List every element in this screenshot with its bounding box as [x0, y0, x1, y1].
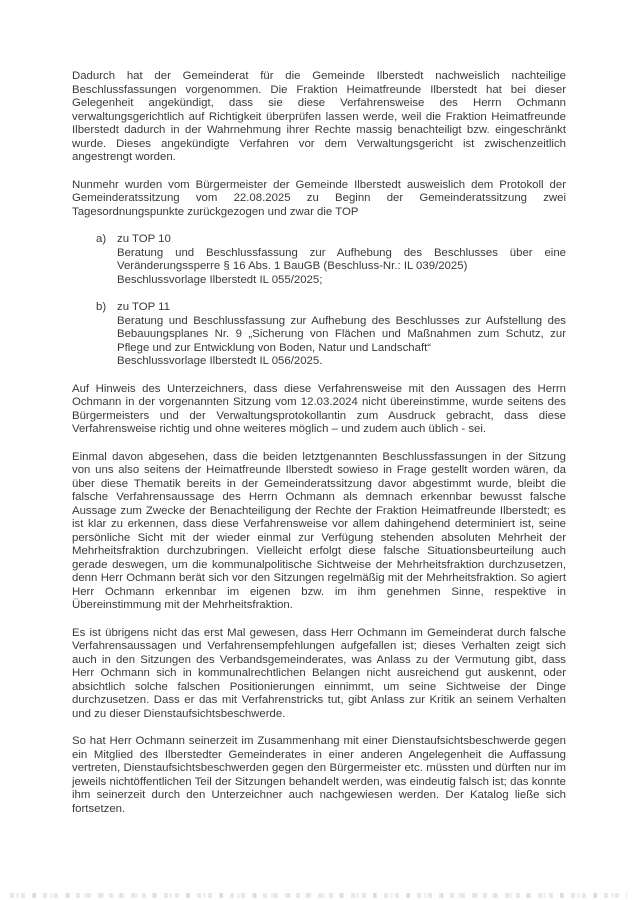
agenda-item-b-marker: b): [96, 301, 107, 313]
page-bottom-scan-artifact: [10, 893, 627, 898]
agenda-item-b-body: [117, 301, 566, 369]
agenda-item-b-title: zu TOP 11: [117, 301, 170, 313]
agenda-item-a-reference: Beschlussvorlage Ilberstedt IL 055/2025;: [117, 273, 323, 286]
agenda-item-a: [72, 233, 566, 287]
paragraph-closing-4: So hat Herr Ochmann seinerzeit im Zusammenhang mit einer Dienstaufsichtsbeschwerde gegen ein Mitglied des Ilberstedter Gemeinderates in einer anderen Angelegenheit die Auffassung vertreten, Dienstaufsichtsbeschwerden gegen den Bürgermeister etc. müssten und dürften nur im jeweils nichtöffentlichen Teil der Sitzungen behandelt werden, was eindeutig falsch ist; das konnte ihm seinerzeit durch den Unterzeichner auch nachgewiesen werden. Der Katalog ließe sich fortsetzen.: [72, 735, 566, 815]
paragraph-closing-3: Es ist übrigens nicht das erst Mal gewesen, dass Herr Ochmann im Gemeinderat durch falsche Verfahrensaussagen und Verfahrensempfehlungen aufgefallen ist; dieses Verhalten zeigt sich auch in den Sitzungen des Verbandsgemeinderates, was Anlass zu der Vermutung gibt, dass Herr Ochmann sich in kommunalrechtlichen Belangen nicht ausreichend gut auskennt, oder absichtlich solche falschen Positionierungen einnimmt, um seine Sichtweise der Dinge durchzusetzen. Dass er das mit Verfahrenstricks tut, gibt Anlass zur Kritik an seinem Verhalten und zu dieser Dienstaufsichtsbeschwerde.: [72, 626, 566, 720]
paragraph-closing-1: Auf Hinweis des Unterzeichners, dass diese Verfahrensweise mit den Aussagen des Herrn Ochmann in der vorgenannten Sitzung vom 12.03.2024 nicht übereinstimme, wurde seitens des Bürgermeisters und der Verwaltungsprotokollantin zum Ausdruck gebracht, dass diese Verfahrensweise richtig und ohne weiteres möglich – und zudem auch üblich - sei.: [72, 382, 566, 435]
paragraph-intro-1: Dadurch hat der Gemeinderat für die Gemeinde Ilberstedt nachweislich nachteilige Beschlussfassungen vorgenommen. Die Fraktion Heimatfreunde Ilberstedt hat bei dieser Gelegenheit angekündigt, dass sie diese Verfahrensweise des Herrn Ochmann verwaltungsgerichtlich auf Richtigkeit überprüfen lassen werde, weil die Fraktion Heimatfreunde Ilberstedt dadurch in der Wahrnehmung ihrer Rechte massig benachteiligt bzw. eingeschränkt wurde. Dieses angekündigte Verfahren vor dem Verwaltungsgericht ist zwischenzeitlich angestrengt worden.: [72, 70, 566, 163]
paragraph-closing-2: Einmal davon abgesehen, dass die beiden letztgenannten Beschlussfassungen in der Sitzung von uns also seitens der Heimatfreunde Ilberstedt sowieso in Frage gestellt worden wären, da über diese Thematik bereits in der Gemeinderatssitzung davor abgestimmt wurde, bleibt die falsche Verfahrensaussage des Herrn Ochmann als demnach erkennbar bewusst falsche Aussage zum Zwecke der Benachteiligung der Rechte der Fraktion Heimatfreunde Ilberstedt; es ist klar zu erkennen, dass diese Verfahrensweise vor allem dahingehend determiniert ist, seine persönliche Sicht mit der wieder einmal zur Verfügung stehenden absoluten Mehrheit der Mehrheitsfraktion durchzubringen. Vielleicht erfolgt diese falsche Situationsbeurteilung auch gerade deswegen, um die kommunalpolitische Sichtweise der Mehrheitsfraktion durchzusetzen, denn Herr Ochmann berät sich vor den Sitzungen regelmäßig mit der Mehrheitsfraktion. So agiert Herr Ochmann erkennbar im eigenen bzw. im ihm genehmen Sinne, respektive in Übereinstimmung mit der Mehrheitsfraktion.: [72, 450, 566, 611]
agenda-item-a-body: [117, 233, 566, 287]
document-content: [72, 70, 566, 830]
agenda-item-a-marker: a): [96, 233, 107, 245]
agenda-item-a-title: zu TOP 10: [117, 233, 171, 245]
paragraph-intro-2: Nunmehr wurden vom Bürgermeister der Gemeinde Ilberstedt ausweislich dem Protokoll der Gemeinderatssitzung vom 22.08.2025 zu Beginn der Gemeinderatssitzung zwei Tagesordnungspunkte zurückgezogen und zwar die TOP: [72, 178, 566, 218]
agenda-item-b-text: Beratung und Beschlussfassung zur Aufhebung des Beschlusses zur Aufstellung des Bebauungsplanes Nr. 9 „Sicherung von Flächen und Maßnahmen zum Schutz, zur Pflege und zur Entwicklung von Boden, Natur und Landschaft“: [117, 314, 566, 354]
agenda-item-a-text: Beratung und Beschlussfassung zur Aufhebung des Beschlusses über eine Veränderungssperre § 16 Abs. 1 BauGB (Beschluss-Nr.: IL 039/2025): [117, 246, 566, 272]
agenda-item-b: [72, 301, 566, 369]
agenda-list: [72, 233, 566, 369]
agenda-item-b-reference: Beschlussvorlage Ilberstedt IL 056/2025.: [117, 355, 323, 367]
